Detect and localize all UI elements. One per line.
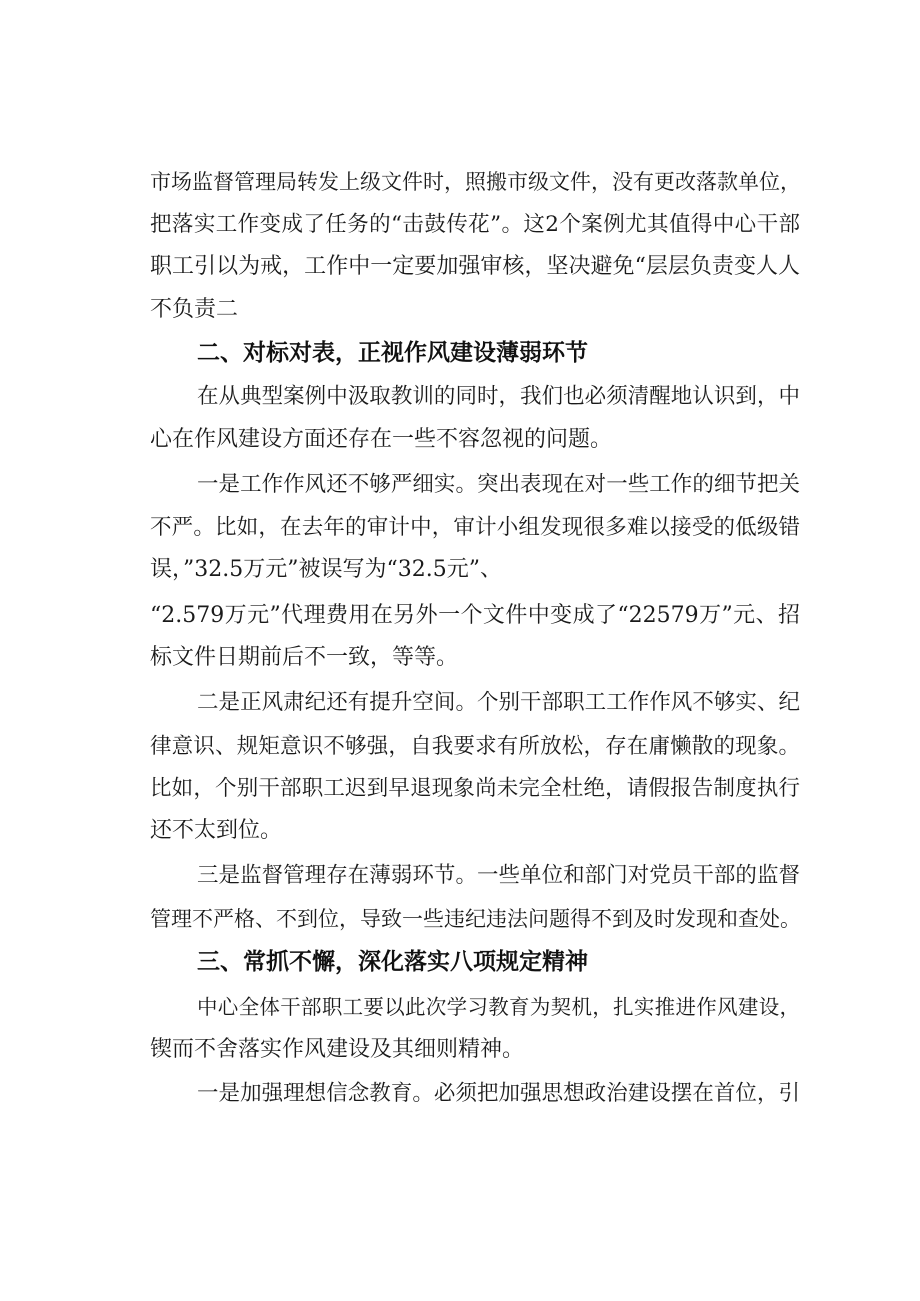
body-text-line: 还不太到位。: [150, 818, 283, 843]
body-text-line: 误，”32.5万元”被误写为“32.5元”、: [150, 557, 502, 582]
body-text-line: 心在作风建设方面还存在一些不容忽视的问题。: [150, 427, 613, 452]
section-heading-2: 二、对标对表，正视作风建设薄弱环节: [197, 340, 588, 366]
body-text-line: 管理不严格、不到位，导致一些违纪违法问题得不到及时发现和查处。: [150, 907, 801, 931]
body-text-line: “2.579万元”代理费用在另外一个文件中变成了“22579万”元、招: [150, 603, 800, 628]
body-text-line: 标文件日期前后不一致，等等。: [150, 645, 459, 670]
body-text-line: 比如，个别干部职工迟到早退现象尚未完全杜绝，请假报告制度执行: [150, 776, 800, 801]
body-text-line: 锲而不舍落实作风建设及其细则精神。: [150, 1037, 525, 1062]
paragraph-first-line: 一是工作作风还不够严细实。突出表现在对一些工作的细节把关: [197, 472, 800, 497]
paragraph-first-line: 二是正风肃纪还有提升空间。个别干部职工工作作风不够实、纪: [197, 690, 800, 715]
paragraph-first-line: 中心全体干部职工要以此次学习教育为契机，扎实推进作风建设，: [197, 995, 800, 1019]
body-text-line: 职工引以为戒，工作中一定要加强审核，坚决避免“层层负责变人人: [150, 254, 800, 279]
paragraph-first-line: 三是监督管理存在薄弱环节。一些单位和部门对党员干部的监督: [197, 863, 800, 888]
body-text-line: 律意识、规矩意识不够强，自我要求有所放松，存在庸懒散的现象。: [150, 734, 800, 759]
body-text-line: 不严。比如，在去年的审计中，审计小组发现很多难以接受的低级错: [150, 515, 800, 540]
body-text-line: 不负责二: [150, 297, 239, 322]
paragraph-first-line: 在从典型案例中汲取教训的同时，我们也必须清醒地认识到，中: [197, 384, 800, 409]
paragraph-first-line: 一是加强理想信念教育。必须把加强思想政治建设摆在首位，引: [197, 1081, 800, 1106]
body-text-line: 把落实工作变成了任务的“击鼓传花”。这2个案例尤其值得中心干部: [150, 212, 800, 237]
section-heading-3: 三、常抓不懈，深化落实八项规定精神: [197, 949, 588, 975]
body-text-line: 市场监督管理局转发上级文件时，照搬市级文件，没有更改落款单位，: [150, 170, 801, 194]
